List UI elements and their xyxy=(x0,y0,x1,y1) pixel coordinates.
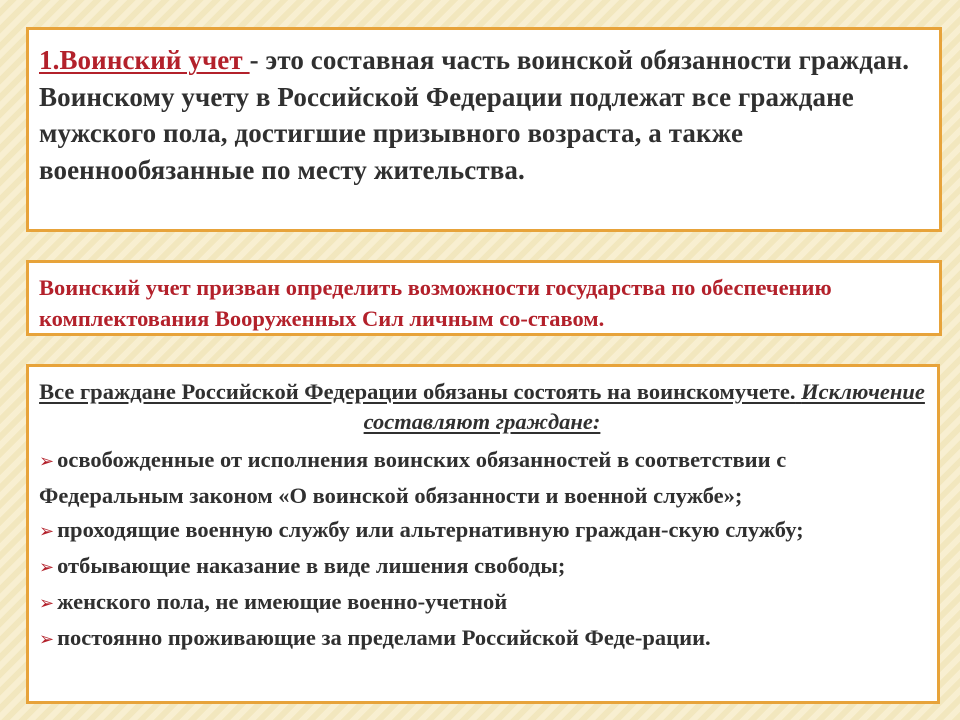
purpose-box xyxy=(26,260,942,336)
list-item xyxy=(39,549,925,585)
purpose-text: Воинский учет призван определить возможности государства по обеспечению комплектования Вооруженных Сил личным со-ставом. xyxy=(39,275,832,331)
definition-text: - это составная часть воинской обязанности граждан. Воинскому учету в Российской Федерации подлежат все граждане мужского пола, достигшие призывного возраста, а также военнообязанные по месту жительства. xyxy=(39,45,910,185)
list-item-text: отбывающие наказание в виде лишения свободы; xyxy=(57,553,566,578)
exceptions-list xyxy=(39,443,925,657)
arrow-bullet-icon: ➢ xyxy=(39,521,55,542)
list-item xyxy=(39,585,925,621)
list-item-text: постоянно проживающие за пределами Российской Феде-рации. xyxy=(57,625,711,650)
definition-box xyxy=(26,27,942,232)
list-item-text: женского пола, не имеющие военно-учетной xyxy=(57,589,508,614)
list-item xyxy=(39,443,925,513)
list-item-text: освобожденные от исполнения воинских обязанностей в соответствии с Федеральным законом «О воинской обязанности и военной службе»; xyxy=(39,447,787,508)
exceptions-heading-italic: Исключение составляют граждане: xyxy=(363,379,925,434)
arrow-bullet-icon: ➢ xyxy=(39,593,55,614)
list-item xyxy=(39,513,925,549)
list-item xyxy=(39,621,925,657)
list-item-text: проходящие военную службу или альтернативную граждан-скую службу; xyxy=(57,517,804,542)
exceptions-heading xyxy=(39,377,925,437)
arrow-bullet-icon: ➢ xyxy=(39,557,55,578)
arrow-bullet-icon: ➢ xyxy=(39,629,55,650)
definition-paragraph xyxy=(39,42,925,188)
definition-term: 1.Воинский учет xyxy=(39,45,250,75)
exceptions-heading-main: Все граждане Российской Федерации обязаны состоять на воинскомучете. xyxy=(39,379,796,404)
arrow-bullet-icon: ➢ xyxy=(39,451,55,472)
exceptions-box xyxy=(26,364,940,704)
